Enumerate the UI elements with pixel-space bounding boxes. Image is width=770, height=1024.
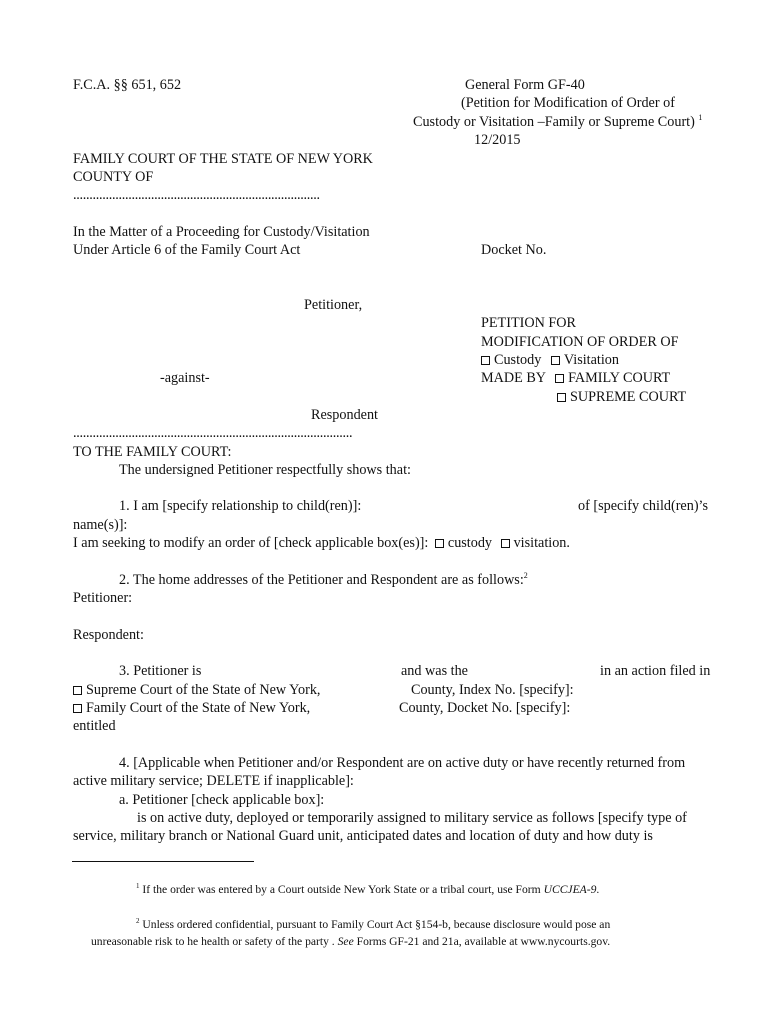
para1-modify-text: I am seeking to modify an order of [check applicable box(es)]: bbox=[73, 535, 429, 551]
para1-relationship: 1. I am [specify relationship to child(ren)]: bbox=[119, 498, 362, 514]
para3-family-row bbox=[73, 699, 310, 717]
para3-family-label: Family Court of the State of New York, bbox=[86, 700, 311, 716]
para3-entitled: entitled bbox=[73, 718, 116, 734]
petitioner-label: Petitioner, bbox=[304, 297, 363, 313]
para3-supreme-label: Supreme Court of the State of New York, bbox=[86, 682, 321, 698]
custody-checkbox[interactable] bbox=[481, 356, 490, 365]
statute-reference: F.C.A. §§ 651, 652 bbox=[73, 77, 182, 93]
footnote-2-text-a: unreasonable risk to he health or safety of the party . bbox=[91, 935, 335, 948]
modify-visitation-label: visitation. bbox=[513, 535, 570, 551]
petitioner-address-label: Petitioner: bbox=[73, 590, 133, 606]
para3-family-checkbox[interactable] bbox=[73, 704, 82, 713]
supreme-court-checkbox[interactable] bbox=[557, 393, 566, 402]
against-label: -against- bbox=[160, 370, 210, 386]
para4-service: service, military branch or National Guard unit, anticipated dates and location of duty and how duty is bbox=[73, 828, 653, 844]
form-description-line1: (Petition for Modification of Order of bbox=[461, 95, 675, 111]
respondent-address-label: Respondent: bbox=[73, 627, 144, 643]
footnote-2-text: Unless ordered confidential, pursuant to Family Court Act §154-b, because disclosure would pose an bbox=[142, 918, 611, 931]
footnote-2-line2 bbox=[91, 934, 610, 949]
custody-label: Custody bbox=[494, 352, 542, 368]
footnote-1-end: . bbox=[596, 883, 600, 896]
made-by-label: MADE BY bbox=[481, 370, 546, 386]
footnote-1-text: If the order was entered by a Court outside New York State or a tribal court, use Form bbox=[142, 883, 541, 896]
visitation-label: Visitation bbox=[563, 352, 619, 368]
modify-visitation-checkbox[interactable] bbox=[501, 539, 510, 548]
family-court-checkbox[interactable] bbox=[555, 374, 564, 383]
county-label: COUNTY OF bbox=[73, 169, 154, 185]
para4-petitioner: a. Petitioner [check applicable box]: bbox=[119, 792, 325, 808]
form-description-line2 bbox=[413, 113, 702, 131]
addressee: TO THE FAMILY COURT: bbox=[73, 444, 232, 460]
para3-supreme-row bbox=[73, 681, 320, 699]
footnote-ref-2: 2 bbox=[523, 571, 528, 580]
footnote-2-line1 bbox=[136, 917, 610, 932]
footnote-1-form: UCCJEA-9 bbox=[543, 883, 597, 896]
modify-custody-label: custody bbox=[447, 535, 493, 551]
matter-line2: Under Article 6 of the Family Court Act bbox=[73, 242, 301, 258]
para3-county-index: County, Index No. [specify]: bbox=[411, 682, 574, 698]
family-court-label: FAMILY COURT bbox=[568, 370, 671, 386]
petition-title-line2: MODIFICATION OF ORDER OF bbox=[481, 334, 679, 350]
matter-line1: In the Matter of a Proceeding for Custody/Visitation bbox=[73, 224, 370, 240]
county-dots: ............................................................................ bbox=[73, 187, 320, 203]
para4-line1: 4. [Applicable when Petitioner and/or Respondent are on active duty or have recently returned from bbox=[119, 755, 686, 771]
respondent-label: Respondent bbox=[311, 407, 378, 423]
para2-text: 2. The home addresses of the Petitioner and Respondent are as follows: bbox=[119, 572, 524, 588]
para3-supreme-checkbox[interactable] bbox=[73, 686, 82, 695]
para1-modify-row bbox=[73, 534, 570, 552]
para3-was-the: and was the bbox=[401, 663, 468, 679]
footnote-ref-1: 1 bbox=[698, 113, 703, 122]
footnote-separator bbox=[72, 861, 254, 862]
para1-children: of [specify child(ren)’s bbox=[578, 498, 709, 514]
form-date: 12/2015 bbox=[474, 132, 521, 148]
para4-line2: active military service; DELETE if inapplicable]: bbox=[73, 773, 354, 789]
made-by-row bbox=[481, 369, 670, 387]
para4-active-duty: is on active duty, deployed or temporarily assigned to military service as follows [specify type of bbox=[137, 810, 687, 826]
supreme-court-label: SUPREME COURT bbox=[570, 389, 687, 405]
docket-label: Docket No. bbox=[481, 242, 547, 258]
modify-custody-checkbox[interactable] bbox=[435, 539, 444, 548]
form-name: General Form GF-40 bbox=[465, 77, 585, 93]
supreme-court-row bbox=[557, 388, 686, 406]
form-description-text: Custody or Visitation –Family or Supreme Court) bbox=[413, 114, 695, 130]
intro-text: The undersigned Petitioner respectfully shows that: bbox=[119, 462, 411, 478]
petition-title-line1: PETITION FOR bbox=[481, 315, 576, 331]
para1-names: name(s)]: bbox=[73, 517, 128, 533]
visitation-checkbox[interactable] bbox=[551, 356, 560, 365]
para2-addresses bbox=[119, 571, 528, 589]
footnote-2-text-b: Forms GF-21 and 21a, available at www.nycourts.gov. bbox=[356, 935, 611, 948]
para3-county-docket: County, Docket No. [specify]: bbox=[399, 700, 571, 716]
footnote-1 bbox=[136, 882, 599, 897]
footnote-2-see: See bbox=[337, 935, 354, 948]
footnote-1-number: 1 bbox=[136, 882, 140, 890]
court-name: FAMILY COURT OF THE STATE OF NEW YORK bbox=[73, 151, 373, 167]
order-type-row bbox=[481, 351, 619, 369]
para3-petitioner-is: 3. Petitioner is bbox=[119, 663, 202, 679]
caption-dots: ...................................................................................... bbox=[73, 425, 353, 441]
footnote-2-number: 2 bbox=[136, 917, 140, 925]
para3-action-filed: in an action filed in bbox=[600, 663, 711, 679]
